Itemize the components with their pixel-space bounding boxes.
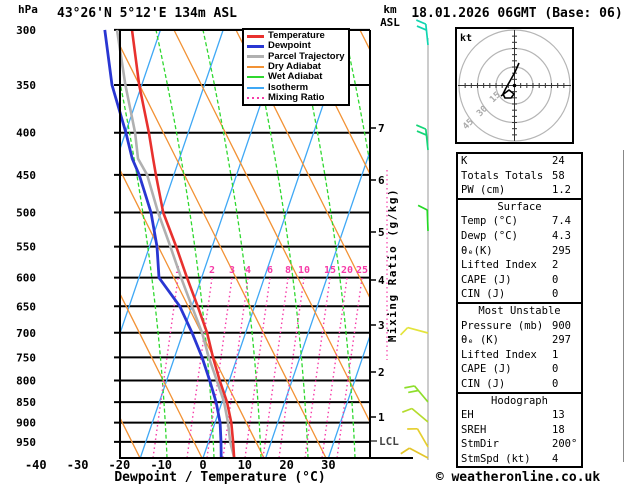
altitude-axis-unit-asl: ASL [380, 16, 400, 29]
legend-label: Dry Adiabat [268, 60, 321, 72]
wind-barb [416, 19, 428, 46]
legend-label: Isotherm [268, 81, 309, 93]
mixing-ratio-value: 3 [228, 265, 236, 276]
temp-tick-label: 10 [237, 458, 253, 472]
wind-barb [401, 446, 428, 466]
legend-item [244, 93, 348, 103]
panel-section [456, 198, 583, 304]
hodograph-ring-label: 45 [461, 117, 476, 132]
panel-row [458, 214, 581, 229]
wind-barb [401, 326, 428, 341]
pressure-tick-label: 500 [16, 206, 36, 220]
wind-barbs [401, 19, 428, 466]
altitude-axis-unit-km: km [383, 3, 397, 16]
panel-row-value: 0 [552, 288, 559, 301]
station-title: 43°26'N 5°12'E 134m ASL [56, 6, 238, 21]
panel-section [456, 392, 583, 469]
panel-section [456, 152, 583, 200]
panel-row-value: 295 [552, 244, 571, 257]
mixing-ratio-value: 6 [266, 265, 274, 276]
panel-row-value: 900 [552, 319, 571, 332]
panel-row-label: Lifted Index [461, 259, 537, 272]
credit-watermark: © weatheronline.co.uk [435, 470, 601, 485]
panel-row-label: Temp (°C) [461, 215, 518, 228]
panel-row [458, 452, 581, 467]
pressure-tick-label: 850 [16, 396, 36, 410]
panel-row [458, 377, 581, 392]
panel-row-value: 13 [552, 409, 565, 422]
pressure-axis-unit: hPa [18, 3, 38, 16]
panel-row-label: SREH [461, 423, 487, 436]
panel-row-label: θₑ(K) [461, 244, 493, 257]
temp-tick-label: -20 [108, 458, 131, 472]
pressure-tick-label: 400 [16, 126, 36, 140]
panel-section-title: Most Unstable [478, 304, 561, 317]
pressure-tick-label: 350 [16, 79, 36, 93]
mixing-ratio-value: 4 [244, 265, 252, 276]
panel-row-value: 200° [552, 438, 578, 451]
km-tick-label: 1 [378, 411, 385, 424]
km-tick-label: 5 [378, 226, 385, 239]
panel-row [458, 362, 581, 377]
panel-row [458, 287, 581, 302]
panel-row-value: 0 [552, 377, 559, 390]
panel-row [458, 408, 581, 423]
wind-barb [416, 124, 428, 151]
legend-label: Mixing Ratio [268, 91, 325, 103]
panel-row-label: CAPE (J) [461, 363, 512, 376]
legend-label: Dewpoint [268, 40, 311, 52]
mixing-ratio-value: 1 [174, 265, 182, 276]
mixing-ratio-value: 8 [284, 265, 292, 276]
panel-row-label: StmSpd (kt) [461, 452, 531, 465]
run-title: 18.01.2026 06GMT (Base: 06) [411, 6, 623, 21]
wind-barb [407, 424, 428, 451]
km-tick-label: 7 [378, 122, 385, 135]
pressure-tick-label: 600 [16, 271, 36, 285]
panel-row-label: Lifted Index [461, 348, 537, 361]
pressure-tick-label: 900 [16, 416, 36, 430]
panel-row [458, 333, 581, 348]
legend-label: Wet Adiabat [268, 71, 323, 83]
mixing-ratio-value: 25 [355, 265, 369, 276]
panel-row-value: 0 [552, 273, 559, 286]
panel-row-value: 1 [552, 348, 559, 361]
panel-row-label: PW (cm) [461, 184, 506, 197]
panel-row [458, 258, 581, 273]
data-panel [456, 152, 583, 468]
panel-row [458, 183, 581, 198]
panel-row [458, 154, 581, 169]
legend-label: Parcel Trajectory [268, 50, 345, 62]
wind-barb [418, 205, 428, 231]
panel-row [458, 423, 581, 438]
panel-row-label: Pressure (mb) [461, 319, 544, 332]
mixing-ratio-value: 2 [208, 265, 216, 276]
panel-row-label: StmDir [461, 438, 499, 451]
panel-section-title: Hodograph [491, 394, 548, 407]
panel-row-label: Totals Totals [461, 169, 544, 182]
panel-row-value: 0 [552, 363, 559, 376]
panel-row-label: CAPE (J) [461, 273, 512, 286]
legend-item [244, 72, 348, 82]
panel-row-value: 18 [552, 423, 565, 436]
panel-row-label: CIN (J) [461, 288, 506, 301]
panel-section-title: Surface [497, 200, 542, 213]
pressure-tick-label: 550 [16, 240, 36, 254]
temp-tick-label: 30 [321, 458, 336, 472]
legend-swatch-wet-adiabat [247, 76, 264, 78]
legend-item [244, 41, 348, 51]
panel-row-value: 24 [552, 155, 565, 167]
km-tick-label: 2 [378, 366, 385, 379]
legend-swatch-dry-adiabat [247, 66, 264, 68]
pressure-tick-label: 650 [16, 300, 36, 314]
km-tick-label: 6 [378, 174, 385, 187]
pressure-tick-label: 700 [16, 326, 36, 340]
legend [242, 28, 350, 106]
panel-row-label: EH [461, 409, 474, 422]
temp-tick-label: 20 [279, 458, 294, 472]
pressure-tick-label: 450 [16, 168, 36, 182]
panel-row [458, 244, 581, 259]
panel-row-value: 297 [552, 334, 571, 347]
lcl-label: LCL [379, 435, 399, 448]
panel-row-value: 58 [552, 169, 565, 182]
panel-row [458, 229, 581, 244]
panel-row [458, 319, 581, 334]
panel-row [458, 273, 581, 288]
mixing-ratio-value: 20 [340, 265, 354, 276]
panel-row [458, 348, 581, 363]
panel-row-value: 7.4 [552, 215, 571, 228]
mixing-ratio-value: 10 [297, 265, 311, 276]
mixing-ratio-lines [153, 278, 362, 458]
panel-row-label: θₑ (K) [461, 334, 499, 347]
legend-swatch-parcel-trajectory [247, 55, 264, 58]
legend-swatch-mixing-ratio [247, 97, 264, 99]
temp-tick-label: -30 [66, 458, 89, 472]
pressure-tick-label: 300 [16, 23, 36, 37]
hodograph-unit-label: kt [460, 33, 473, 44]
wind-barb [402, 405, 428, 429]
panel-row-value: 1.2 [552, 184, 571, 197]
x-axis-label: Dewpoint / Temperature (°C) [114, 470, 326, 485]
panel-row [458, 169, 581, 184]
temp-tick-label: 0 [199, 458, 207, 472]
legend-swatch-temperature [247, 35, 264, 38]
temp-tick-label: -10 [150, 458, 173, 472]
km-tick-label: 4 [378, 274, 385, 287]
legend-label: Temperature [268, 30, 325, 42]
panel-section [456, 302, 583, 394]
temp-tick-label: -40 [24, 458, 47, 472]
pressure-tick-label: 800 [16, 374, 36, 388]
hodograph [456, 28, 573, 143]
panel-row-value: 4.3 [552, 229, 571, 242]
panel-row [458, 437, 581, 452]
hodograph-ring-label: 30 [475, 104, 490, 119]
mixing-ratio-axis-label: Mixing Ratio (g/kg) [386, 187, 399, 343]
panel-row-label: CIN (J) [461, 377, 506, 390]
hodograph-ring-label: 15 [488, 90, 503, 105]
panel-row-value: 2 [552, 259, 559, 272]
km-tick-label: 3 [378, 319, 385, 332]
panel-row-label: K [461, 155, 468, 167]
wind-barb [404, 382, 428, 408]
mixing-ratio-value: 15 [323, 265, 337, 276]
panel-row-value: 4 [552, 452, 559, 465]
panel-row-label: Dewp (°C) [461, 229, 518, 242]
pressure-tick-label: 750 [16, 351, 36, 365]
pressure-tick-label: 950 [16, 435, 36, 449]
legend-swatch-dewpoint [247, 45, 264, 48]
legend-swatch-isotherm [247, 87, 264, 89]
